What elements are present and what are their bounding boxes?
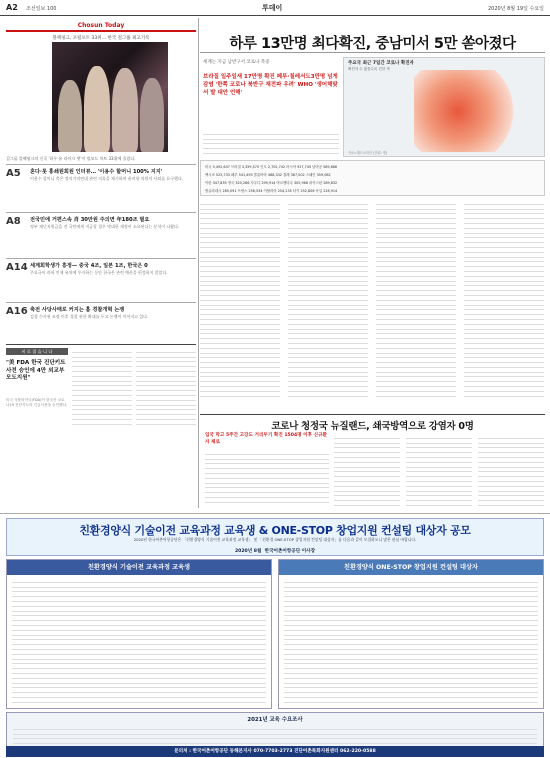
ad-org-name: 한국어촌어항공단 이사장 <box>264 549 316 554</box>
column-label: 비 로 접 습 니 다 <box>6 348 68 355</box>
main-kicker: 세계는 지금 남반구서 코로나 폭증 <box>203 60 270 65</box>
divider <box>6 164 196 165</box>
brief-body: 주요국이 과학 인재 유치에 투자하는 동안 한국은 관련 예산을 편성하지 않았다. <box>30 270 168 275</box>
column-title: "美 FDA 한국 진단키트 사전 승인에 4만 외교부 모도지원" <box>6 360 66 381</box>
map-legend: 확진자 수 많을수록 진한 색 <box>348 67 390 71</box>
chosun-today-title: Chosun Today <box>6 20 196 32</box>
main-body <box>200 200 545 410</box>
nz-body <box>334 434 544 508</box>
main-body-lead <box>203 130 339 158</box>
brief-title: 혼다·롯 홍쇄원회원 인터뷰… '이용수 할머니 100% 지지' <box>30 169 163 175</box>
world-map-shape <box>414 70 524 152</box>
brief-code: A5 <box>6 168 21 179</box>
ad-title: 친환경양식 기술이전 교육과정 교육생 & ONE-STOP 창업지원 컨설팅 대상자 공모 <box>79 524 471 537</box>
column-rule <box>198 18 199 508</box>
brief-body: 이용수 할머니 측은 정의기억연대 관련 의혹을 제기하며 윤미향 의원의 사퇴를 요구했다. <box>30 176 184 181</box>
section-title: 투데이 <box>262 4 283 12</box>
brief-a5[interactable] <box>6 168 196 212</box>
chosun-today-subtitle: 블랙핑크, 포털포트 33위… 한국 걸그룹 최고기록 <box>52 36 150 41</box>
column-text-col-2 <box>72 348 132 506</box>
ad-pane-title: 친환경양식 기술이전 교육과정 교육생 <box>7 560 271 575</box>
brief-code: A8 <box>6 216 21 227</box>
divider <box>200 414 545 415</box>
brief-body: 정부 재난지원금을 전 국민에게 지급할 경우 막대한 재정이 소요된다는 분석이 나왔다. <box>30 224 180 229</box>
blackpink-photo <box>52 42 168 152</box>
divider <box>6 302 196 303</box>
case-table <box>200 160 545 196</box>
ad-pane-right <box>278 559 544 709</box>
table-row: 멕시코 525,733 페루 541,493 콜롬비아 468,332 칠레 387,502 스페인 359,082 <box>205 173 331 177</box>
newspaper-name: 조선일보 100 <box>26 6 57 12</box>
ad-pane-title: 친환경양식 ONE-STOP 창업지원 컨설팅 대상자 <box>279 560 543 575</box>
covid-map <box>343 57 545 157</box>
photo-caption: 걸그룹 블랙핑크의 신곡 '하우 유 라이크 댓'이 빌보드 차트 33위에 올랐다. <box>6 156 136 161</box>
nz-subhead: 입국 막고 5주간 고강도 거리두기 확진 1504명 이후 신규환자 제로 <box>205 433 327 445</box>
ad-description: 2020년 한국어촌어항공단은 「친환경양식 기술이전 교육과정 교육생」 및 「친환경 ONE-STOP 창업지원 컨설팅 대상자」를 다음과 같이 모집하오니 많은 관심 바랍니다. <box>133 537 417 542</box>
ad-organization <box>6 548 544 554</box>
column-body <box>6 398 68 506</box>
map-source: 자료=월드오미터 (단위: 명) <box>348 151 388 155</box>
ad-pane-left <box>6 559 272 709</box>
divider <box>6 344 196 345</box>
table-row: 미국 5,492,647 브라질 3,359,570 인도 2,702,742 러시아 927,745 남아공 589,886 <box>205 165 338 169</box>
brief-a16[interactable] <box>6 306 196 344</box>
ad-date: 2020년 8월 <box>234 549 262 554</box>
brief-title: 축전 사당사태로 커지는 홈 경찰개혁 논쟁 <box>30 307 125 313</box>
nz-headline: 코로나 청정국 뉴질랜드, 쇄국방역으로 강염자 0명 <box>271 421 474 432</box>
table-row: 이란 347,835 영국 320,286 사우디 299,914 아르헨티나 305,966 파키스탄 289,832 <box>205 181 338 185</box>
column-body-text: 미국 식품의약국(FDA)이 한국산 코로나19 진단키트의 긴급사용을 승인했다. <box>6 398 68 407</box>
main-subhead: 브라질 일주일새 17만명 확진 페루·칠레서도3만명 넘게 감염 '한쪽 코로나 북반구 재전파 우려' WHO '생어해맞서 발 대안 언해' <box>203 74 338 96</box>
table-row: 방글라데시 285,091 프랑스 256,534 이탈리아 254,235 터키 252,806 독일 226,914 <box>205 189 338 193</box>
column-text-col-3 <box>136 348 196 506</box>
main-subhead-block <box>203 59 339 97</box>
brief-a14[interactable] <box>6 262 196 300</box>
page-header <box>0 0 550 16</box>
main-headline: 하루 13만명 최다확진, 중남미서 5만 쏟아졌다 <box>229 36 516 52</box>
brief-body: 검경 수사권 조정 이후 경찰 권한 확대를 두고 논쟁이 이어지고 있다. <box>30 314 149 319</box>
brief-title: 세계회학생가 흥정— 중국 4조, 일본 1조, 한국은 0 <box>30 263 148 269</box>
nz-body-lead <box>205 450 329 508</box>
brief-a8[interactable] <box>6 216 196 256</box>
ad-schedule-title: 2021년 교육 수요조사 <box>247 717 303 723</box>
ad-contact-footer: 문의처 : 한국어촌어항공단 동해본지사 070-7703-2773 진단어촌특화지원센터 062-220-0588 <box>6 746 544 757</box>
divider <box>6 258 196 259</box>
map-title: 주요국 최근 7일간 코로나 확진자 <box>348 61 414 66</box>
divider <box>6 212 196 213</box>
issue-date: 2020년 8월 19일 수요일 <box>487 6 544 12</box>
ad-pane-body <box>7 575 271 706</box>
page-number: A2 <box>6 3 18 12</box>
ad-pane-body <box>279 575 543 706</box>
brief-title: 전국민에 거편스속 肖 30만원 주의면 年180조 필요 <box>30 217 150 223</box>
divider <box>200 52 545 53</box>
brief-code: A16 <box>6 306 28 317</box>
brief-code: A14 <box>6 262 28 273</box>
